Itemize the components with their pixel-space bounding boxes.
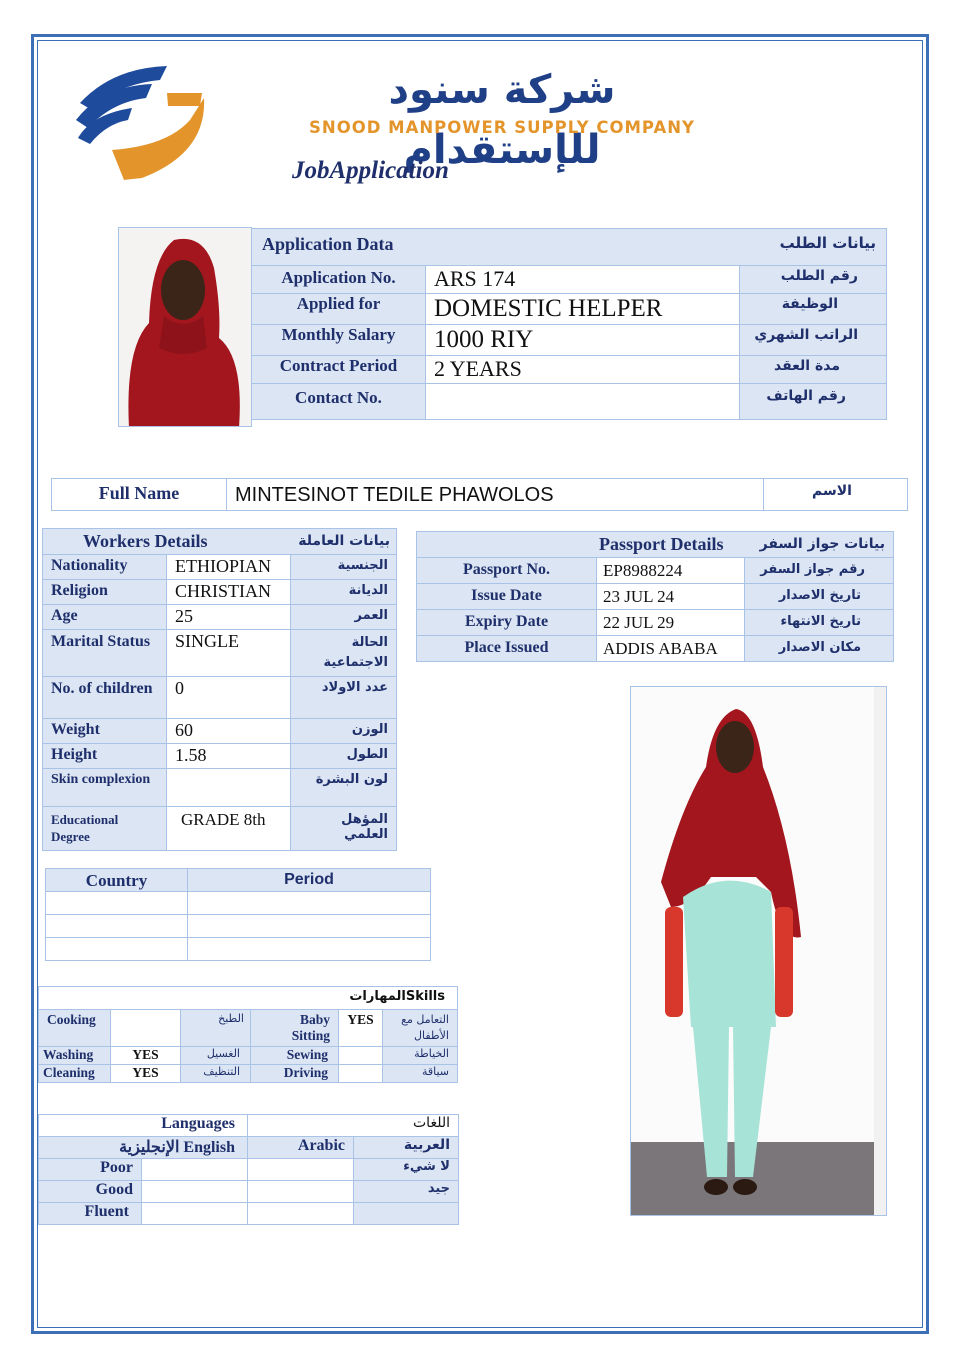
app-row [252, 384, 887, 420]
worker-row-label-ar: الطول [291, 744, 397, 769]
worker-row-value: SINGLE [167, 630, 291, 677]
worker-row-value [167, 769, 291, 807]
skill-value: YES [111, 1047, 181, 1065]
worker-row-label: Religion [43, 580, 167, 605]
skills-header: المهاراتSkills [39, 987, 458, 1010]
skill-label: Driving [251, 1065, 339, 1083]
app-row-label-ar: مدة العقد [740, 356, 887, 384]
passport-row-label-ar: مكان الاصدار [745, 636, 894, 662]
application-header [252, 229, 887, 266]
language-level-label: Good [39, 1181, 142, 1203]
passport-row-label: Place Issued [417, 636, 597, 662]
worker-row [43, 807, 397, 851]
skill-label: Baby Sitting [251, 1010, 339, 1047]
skill-value [111, 1010, 181, 1047]
worker-row-label-ar: الديانة [291, 580, 397, 605]
skill-label-ar: سياقة [383, 1065, 458, 1083]
passport-row-value: 23 JUL 24 [597, 584, 745, 610]
skill-label-ar: التعامل مع الأطفال [383, 1010, 458, 1047]
full-name-label: Full Name [52, 479, 227, 511]
passport-row [417, 636, 894, 662]
worker-row [43, 677, 397, 719]
worker-row-value: ETHIOPIAN [167, 555, 291, 580]
skill-label-ar: التنظيف [181, 1065, 251, 1083]
app-row-value [426, 384, 740, 420]
skills-row [39, 1065, 458, 1083]
app-row-label-ar: الراتب الشهري [740, 325, 887, 356]
worker-row-label-ar: الجنسية [291, 555, 397, 580]
app-row-value: 1000 RIY [426, 325, 740, 356]
passport-row [417, 584, 894, 610]
passport-row-value: ADDIS ABABA [597, 636, 745, 662]
app-row-label: Contact No. [252, 384, 426, 420]
worker-row-label-ar: عدد الاولاد [291, 677, 397, 719]
worker-row [43, 630, 397, 677]
app-row-label: Applied for [252, 294, 426, 325]
passport-row-label-ar: رقم جواز السفر [745, 558, 894, 584]
passport-row-label-ar: تاريخ الاصدار [745, 584, 894, 610]
app-row-value: ARS 174 [426, 266, 740, 294]
languages-header-en: Languages [39, 1115, 248, 1137]
applicant-portrait-photo [118, 227, 252, 427]
app-row-label: Monthly Salary [252, 325, 426, 356]
document-title: JobApplication [292, 157, 449, 184]
language-level-row [39, 1203, 459, 1225]
application-header-ar: بيانات الطلب [779, 234, 876, 252]
app-row-label-ar: الوظيفة [740, 294, 887, 325]
language-level-label: Fluent [39, 1203, 142, 1225]
skill-value [339, 1047, 383, 1065]
app-row [252, 294, 887, 325]
skill-value: YES [111, 1065, 181, 1083]
app-row-label: Application No. [252, 266, 426, 294]
language-col-arabic: Arabic [248, 1137, 354, 1159]
app-row [252, 325, 887, 356]
language-level-row [39, 1181, 459, 1203]
language-level-row [39, 1159, 459, 1181]
passport-details-table [416, 531, 894, 662]
skills-row [39, 1047, 458, 1065]
worker-row-label: Marital Status [43, 630, 167, 677]
passport-row-label: Issue Date [417, 584, 597, 610]
worker-row-value: 25 [167, 605, 291, 630]
language-level-label: Poor [39, 1159, 142, 1181]
passport-row-value: 22 JUL 29 [597, 610, 745, 636]
skill-label: Cleaning [39, 1065, 111, 1083]
worker-row-label: Height [43, 744, 167, 769]
languages-header-ar: اللغات [248, 1115, 459, 1137]
experience-col-period: Period [188, 869, 431, 892]
experience-row [46, 938, 431, 961]
worker-row-label-ar: لون البشرة [291, 769, 397, 807]
passport-header-en: Passport Details [599, 534, 724, 554]
worker-row-value: CHRISTIAN [167, 580, 291, 605]
languages-table [38, 1114, 459, 1225]
language-level-label-ar [354, 1203, 459, 1225]
skill-label: Washing [39, 1047, 111, 1065]
passport-row-value: EP8988224 [597, 558, 745, 584]
workers-header [43, 529, 397, 555]
worker-row-value: 0 [167, 677, 291, 719]
company-logo [72, 58, 207, 183]
app-row-label-ar: رقم الهاتف [740, 384, 887, 420]
language-level-label-ar: جيد [354, 1181, 459, 1203]
worker-row-label: Weight [43, 719, 167, 744]
worker-row-label: Nationality [43, 555, 167, 580]
full-name-label-ar: الاسم [764, 479, 908, 511]
app-row-label: Contract Period [252, 356, 426, 384]
worker-row-label: Skin complexion [43, 769, 167, 807]
worker-row [43, 580, 397, 605]
language-col-arabic-ar: العربية [354, 1137, 459, 1159]
passport-row [417, 610, 894, 636]
workers-header-en: Workers Details [83, 531, 208, 551]
app-row-label-ar: رقم الطلب [740, 266, 887, 294]
passport-row [417, 558, 894, 584]
language-level-label-ar: لا شيء [354, 1159, 459, 1181]
company-name-arabic: شركة سنود للإستقدام [388, 67, 616, 173]
experience-col-country: Country [46, 869, 188, 892]
skill-label: Sewing [251, 1047, 339, 1065]
skill-label-ar: الغسيل [181, 1047, 251, 1065]
passport-header [417, 532, 894, 558]
worker-row [43, 769, 397, 807]
passport-header-ar: بيانات جواز السفر [759, 536, 885, 552]
worker-row-label-ar: الوزن [291, 719, 397, 744]
experience-row [46, 892, 431, 915]
worker-row-value: GRADE 8th [167, 807, 291, 851]
worker-row-label-ar: الحالة الاجتماعية [291, 630, 397, 677]
skills-row [39, 1010, 458, 1047]
worker-row-label: Educational Degree [43, 807, 167, 851]
worker-row-label-ar: المؤهل العلمي [291, 807, 397, 851]
app-row [252, 356, 887, 384]
worker-row-label-ar: العمر [291, 605, 397, 630]
experience-table [45, 868, 431, 961]
worker-row [43, 555, 397, 580]
workers-details-table [42, 528, 397, 851]
experience-row [46, 915, 431, 938]
worker-row-label: No. of children [43, 677, 167, 719]
skill-value [339, 1065, 383, 1083]
passport-row-label: Expiry Date [417, 610, 597, 636]
passport-row-label: Passport No. [417, 558, 597, 584]
skill-label: Cooking [39, 1010, 111, 1047]
app-row-value: 2 YEARS [426, 356, 740, 384]
applicant-full-body-photo [630, 686, 887, 1216]
worker-row [43, 719, 397, 744]
passport-row-label-ar: تاريخ الانتهاء [745, 610, 894, 636]
language-col-english: الإنجليزية English [39, 1137, 248, 1159]
application-data-table [251, 228, 887, 420]
company-name-english: SNOOD MANPOWER SUPPLY COMPANY [309, 118, 695, 137]
worker-row-value: 60 [167, 719, 291, 744]
worker-row-value: 1.58 [167, 744, 291, 769]
skills-table [38, 986, 458, 1083]
worker-row-label: Age [43, 605, 167, 630]
skill-label-ar: الطبخ [181, 1010, 251, 1047]
worker-row [43, 744, 397, 769]
workers-header-ar: بيانات العاملة [298, 533, 390, 549]
skill-label-ar: الخياطة [383, 1047, 458, 1065]
full-name-table [51, 478, 908, 511]
application-header-en: Application Data [262, 234, 394, 254]
skill-value: YES [339, 1010, 383, 1047]
app-row [252, 266, 887, 294]
worker-row [43, 605, 397, 630]
app-row-value: DOMESTIC HELPER [426, 294, 740, 325]
full-name-value: MINTESINOT TEDILE PHAWOLOS [227, 479, 764, 511]
